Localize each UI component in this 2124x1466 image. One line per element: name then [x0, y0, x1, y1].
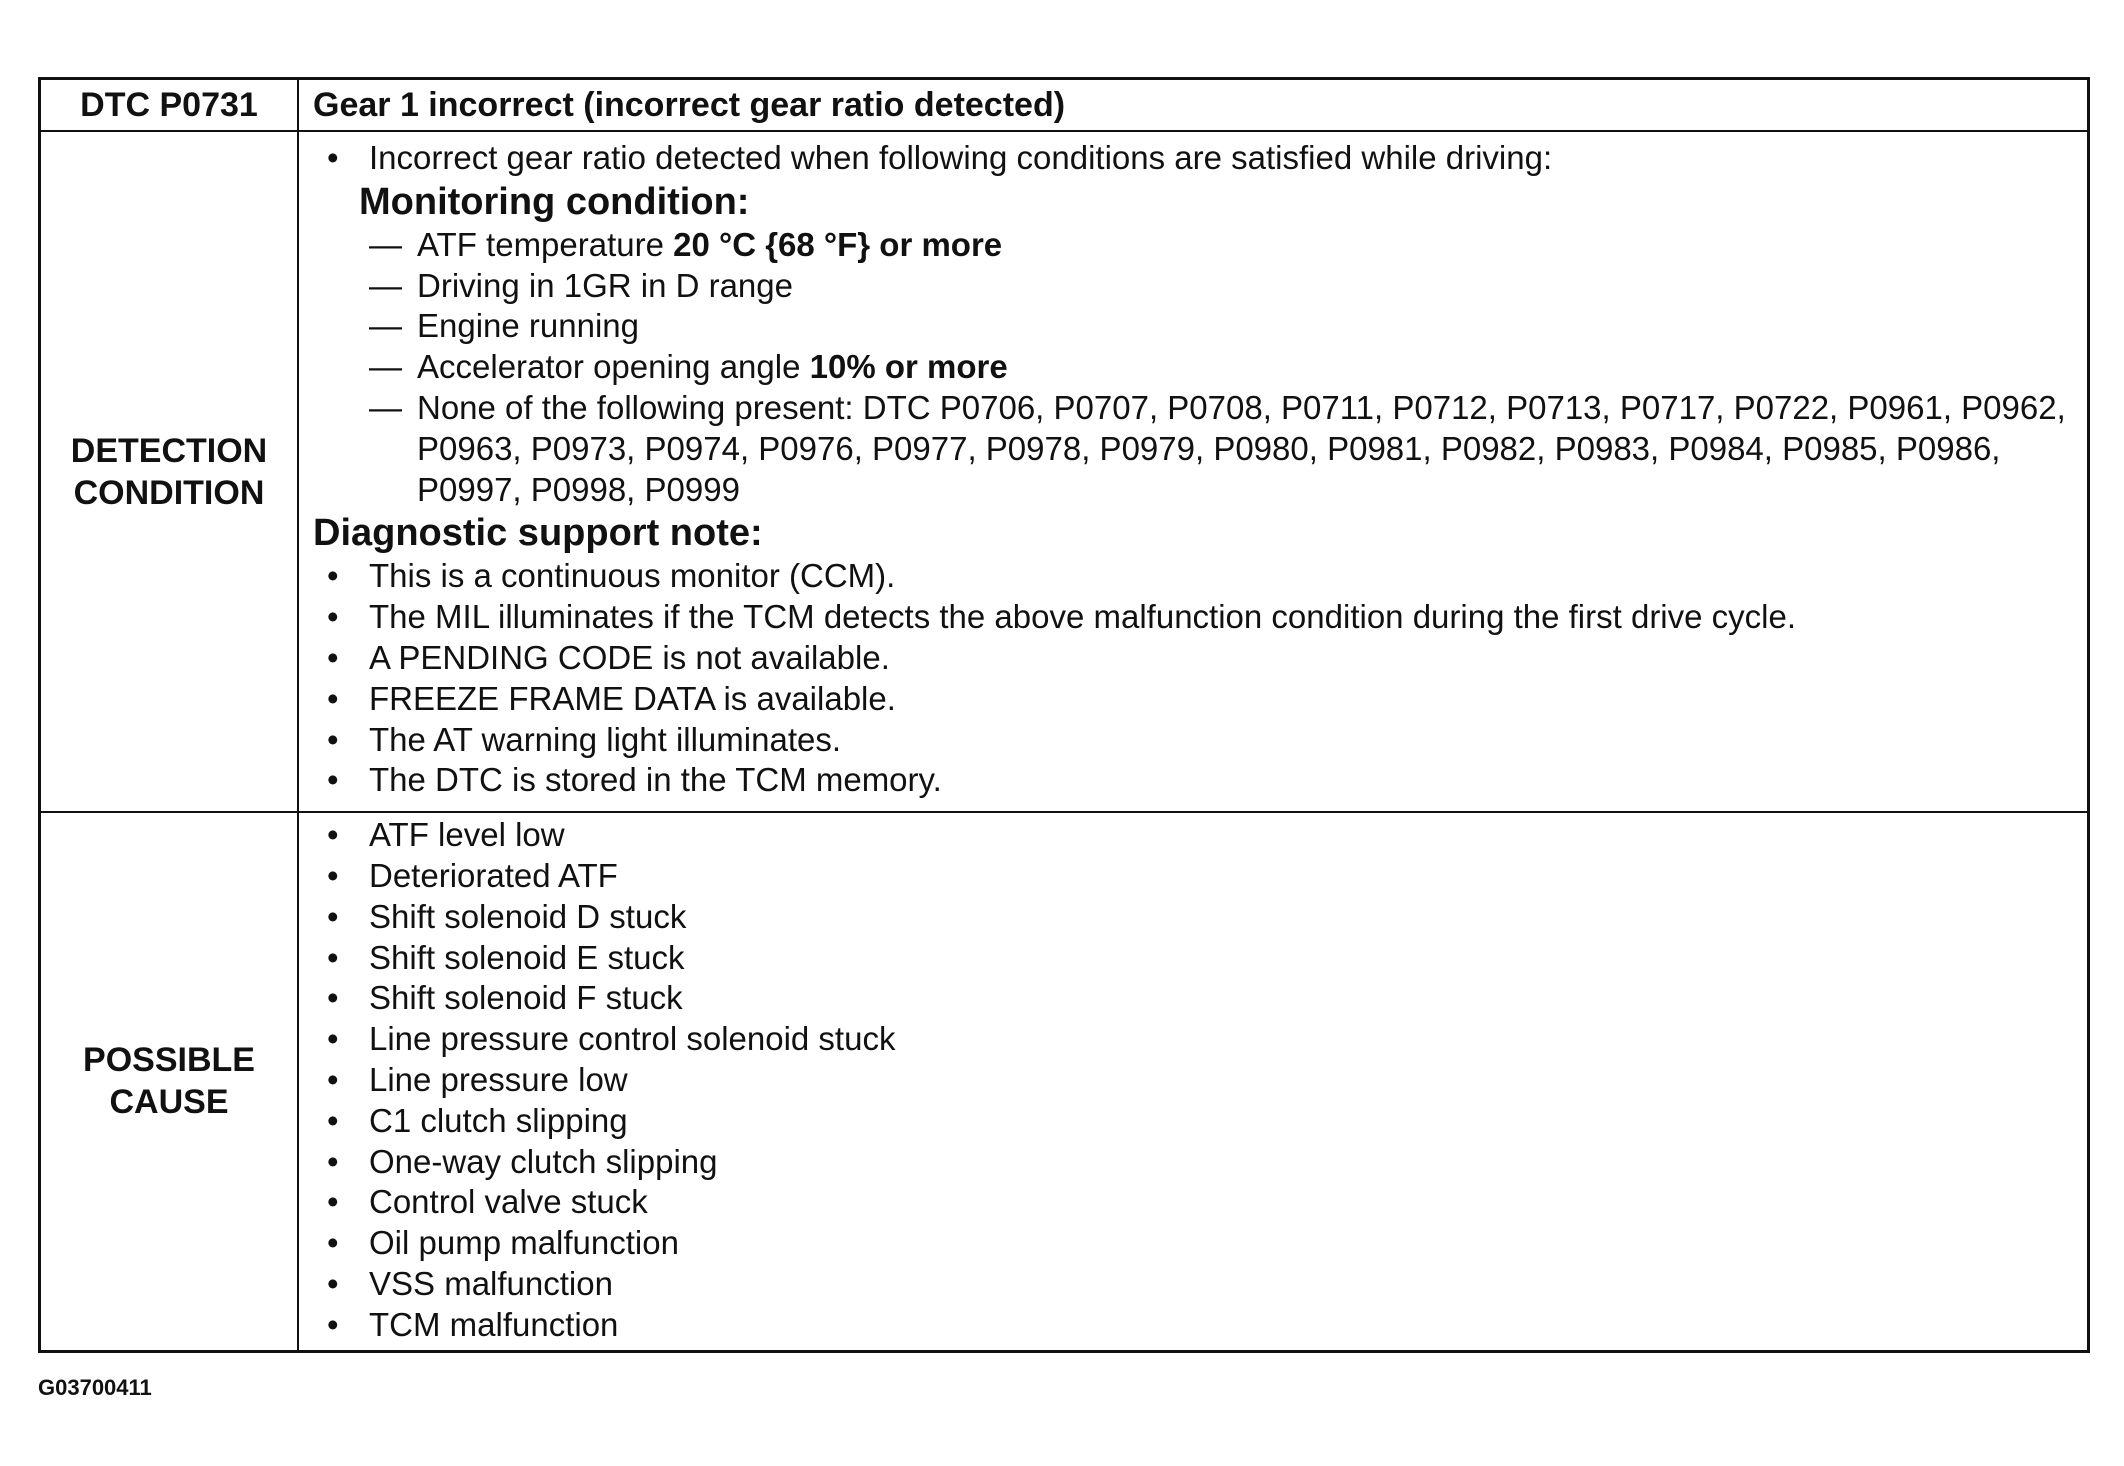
- list-item-text: C1 clutch slipping: [369, 1101, 628, 1139]
- list-item-text: This is a continuous monitor (CCM).: [369, 557, 896, 595]
- bullet-icon: •: [327, 761, 339, 799]
- cause-label: [40, 812, 299, 1351]
- list-item-text: FREEZE FRAME DATA is available.: [369, 679, 896, 717]
- monitoring-list: [313, 225, 2073, 511]
- detection-label: [40, 131, 299, 812]
- bullet-icon: •: [327, 1142, 339, 1180]
- dash-icon: —: [369, 388, 402, 426]
- list-item-text: The AT warning light illuminates.: [369, 720, 842, 758]
- monitoring-heading: Monitoring condition:: [359, 180, 750, 223]
- bullet-icon: •: [327, 1060, 339, 1098]
- bullet-icon: •: [327, 598, 339, 636]
- monitoring-item: [313, 266, 2073, 307]
- list-item: [313, 597, 2073, 638]
- monitoring-item-bold: 20 °C {68 °F} or more: [673, 225, 1003, 263]
- detection-intro-text: Incorrect gear ratio detected when following conditions are satisfied while driving:: [369, 139, 1553, 176]
- cause-content: [298, 812, 2089, 1351]
- list-item-text: One-way clutch slipping: [369, 1142, 718, 1180]
- bullet-icon: •: [327, 1224, 339, 1262]
- bullet-icon: •: [327, 139, 339, 176]
- detection-intro: [313, 138, 2073, 179]
- diag-list: [313, 556, 2073, 801]
- detection-content: [298, 131, 2089, 812]
- cause-label-line2: CAUSE: [109, 1083, 229, 1122]
- bullet-icon: •: [327, 816, 339, 854]
- list-item-text: Shift solenoid F stuck: [369, 979, 683, 1017]
- bullet-icon: •: [327, 557, 339, 595]
- monitoring-item-text: Driving in 1GR in D range: [417, 266, 793, 304]
- monitoring-item-text: ATF temperature: [417, 225, 674, 263]
- list-item: [313, 815, 2073, 856]
- dtc-table: [38, 77, 2090, 1353]
- monitoring-item-text: None of the following present: DTC P0706, P0707, P0708, P0711, P0712, P0713, P0717, P0722, P0961, P0962, P0963, P0973, P0974, P0976, P0977, P0978, P0979, P0980, P0981, P0982, P0983, P0984, P0985, P0986, P0997, P0998, P0999: [417, 388, 2066, 508]
- bullet-icon: •: [327, 1020, 339, 1058]
- list-item: [313, 1182, 2073, 1223]
- list-item-text: Shift solenoid D stuck: [369, 897, 687, 935]
- dash-icon: —: [369, 307, 402, 345]
- diag-heading: Diagnostic support note:: [313, 512, 763, 555]
- bullet-icon: •: [327, 979, 339, 1017]
- detection-label-line1: DETECTION: [70, 431, 268, 470]
- monitoring-item-bold: 10% or more: [809, 348, 1008, 386]
- list-item: [313, 1305, 2073, 1346]
- bullet-icon: •: [327, 938, 339, 976]
- list-item: [313, 760, 2073, 801]
- dtc-code: DTC P0731: [40, 79, 299, 132]
- bullet-icon: •: [327, 720, 339, 758]
- list-item: [313, 638, 2073, 679]
- list-item-text: ATF level low: [369, 816, 565, 854]
- dash-icon: —: [369, 348, 402, 386]
- monitoring-item-text: Engine running: [417, 307, 640, 345]
- bullet-icon: •: [327, 1183, 339, 1221]
- bullet-icon: •: [327, 856, 339, 894]
- dash-icon: —: [369, 266, 402, 304]
- monitoring-item: [313, 306, 2073, 347]
- monitoring-item: [313, 388, 2073, 510]
- list-item: [313, 679, 2073, 720]
- list-item-text: Line pressure control solenoid stuck: [369, 1020, 896, 1058]
- list-item-text: Oil pump malfunction: [369, 1224, 679, 1262]
- list-item: [313, 1060, 2073, 1101]
- bullet-icon: •: [327, 1264, 339, 1302]
- cause-label-line1: POSSIBLE: [83, 1041, 255, 1080]
- list-item: [313, 556, 2073, 597]
- list-item: [313, 1019, 2073, 1060]
- cause-row: [40, 812, 2089, 1351]
- list-item: [313, 1142, 2073, 1183]
- list-item-text: A PENDING CODE is not available.: [369, 638, 890, 676]
- list-item-text: Shift solenoid E stuck: [369, 938, 685, 976]
- detection-label-line2: CONDITION: [73, 473, 265, 512]
- list-item: [313, 897, 2073, 938]
- monitoring-item: [313, 225, 2073, 266]
- bullet-icon: •: [327, 1101, 339, 1139]
- cause-list: [313, 815, 2073, 1345]
- header-row: [40, 79, 2089, 132]
- list-item-text: Control valve stuck: [369, 1183, 648, 1221]
- list-item-text: VSS malfunction: [369, 1264, 613, 1302]
- list-item: [313, 1101, 2073, 1142]
- dtc-title: Gear 1 incorrect (incorrect gear ratio detected): [298, 79, 2089, 132]
- bullet-icon: •: [327, 638, 339, 676]
- list-item-text: The DTC is stored in the TCM memory.: [369, 761, 942, 799]
- figure-id: G03700411: [38, 1375, 152, 1400]
- bullet-icon: •: [327, 1305, 339, 1343]
- list-item-text: Line pressure low: [369, 1060, 628, 1098]
- bullet-icon: •: [327, 897, 339, 935]
- monitoring-item: [313, 347, 2073, 388]
- monitoring-item-text: Accelerator opening angle: [417, 348, 810, 386]
- list-item-text: Deteriorated ATF: [369, 856, 618, 894]
- list-item: [313, 856, 2073, 897]
- list-item: [313, 1264, 2073, 1305]
- list-item: [313, 1223, 2073, 1264]
- list-item-text: TCM malfunction: [369, 1305, 619, 1343]
- list-item: [313, 938, 2073, 979]
- list-item: [313, 720, 2073, 761]
- dash-icon: —: [369, 225, 402, 263]
- list-item-text: The MIL illuminates if the TCM detects the above malfunction condition during the first drive cycle.: [369, 598, 1797, 636]
- bullet-icon: •: [327, 679, 339, 717]
- detection-row: [40, 131, 2089, 812]
- list-item: [313, 978, 2073, 1019]
